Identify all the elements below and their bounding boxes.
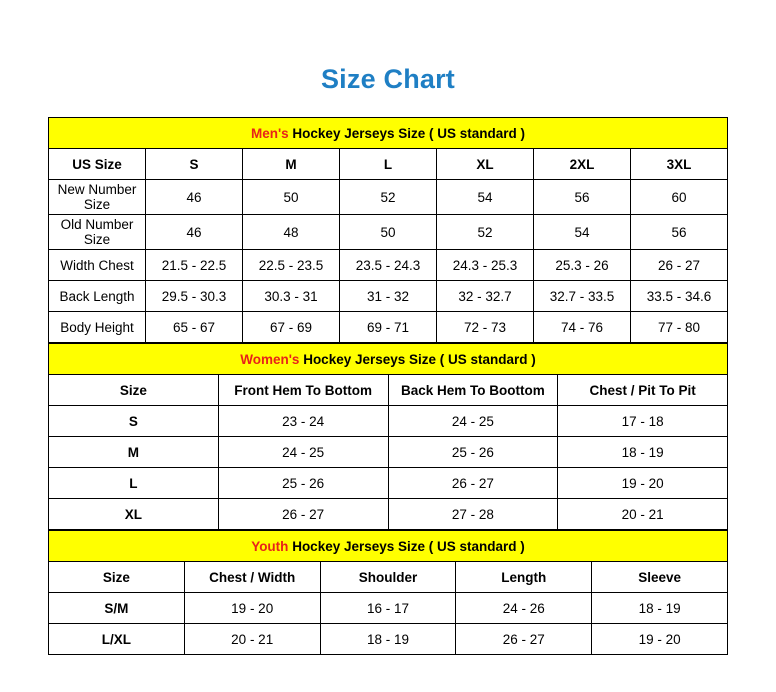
mens-header-cell-1: S (146, 149, 243, 180)
mens-row-0-cell-3: 52 (340, 180, 437, 215)
womens-header-cell-0: Size (49, 375, 219, 406)
table-row (49, 312, 728, 343)
mens-row-4-label: Body Height (49, 312, 146, 343)
youth-header-cell-1: Chest / Width (184, 562, 320, 593)
mens-header-cell-4: XL (437, 149, 534, 180)
mens-row-2-cell-1: 21.5 - 22.5 (146, 250, 243, 281)
youth-row-1-cell-1: 20 - 21 (184, 624, 320, 655)
womens-row-1-cell-2: 25 - 26 (388, 437, 558, 468)
mens-row-0-cell-1: 46 (146, 180, 243, 215)
youth-band-title (49, 531, 728, 562)
mens-row-2-label: Width Chest (49, 250, 146, 281)
mens-row-3-cell-5: 32.7 - 33.5 (534, 281, 631, 312)
mens-header-cell-6: 3XL (631, 149, 728, 180)
mens-band-accent: Men's (250, 125, 289, 141)
mens-row-1-label: Old Number Size (49, 215, 146, 250)
youth-header-cell-4: Sleeve (592, 562, 728, 593)
mens-row-0-cell-6: 60 (631, 180, 728, 215)
page-title: Size Chart (320, 64, 456, 94)
table-row (49, 499, 728, 530)
size-chart-container (48, 117, 728, 655)
mens-row-1-cell-5: 54 (534, 215, 631, 250)
womens-row-1-cell-3: 18 - 19 (558, 437, 728, 468)
table-row (49, 250, 728, 281)
mens-row-3-cell-1: 29.5 - 30.3 (146, 281, 243, 312)
youth-row-1-cell-2: 18 - 19 (320, 624, 456, 655)
youth-row-1-cell-4: 19 - 20 (592, 624, 728, 655)
youth-row-1-label: L/XL (49, 624, 185, 655)
mens-band-rest: Hockey Jerseys Size ( US standard ) (288, 125, 526, 141)
table-header-row (49, 375, 728, 406)
womens-row-2-cell-3: 19 - 20 (558, 468, 728, 499)
youth-row-0-cell-1: 19 - 20 (184, 593, 320, 624)
table-header-row (49, 149, 728, 180)
youth-row-1-cell-3: 26 - 27 (456, 624, 592, 655)
womens-header-cell-1: Front Hem To Bottom (218, 375, 388, 406)
mens-row-4-cell-5: 74 - 76 (534, 312, 631, 343)
mens-row-4-cell-4: 72 - 73 (437, 312, 534, 343)
mens-row-4-cell-3: 69 - 71 (340, 312, 437, 343)
womens-row-2-cell-1: 25 - 26 (218, 468, 388, 499)
womens-row-0-cell-1: 23 - 24 (218, 406, 388, 437)
mens-row-3-cell-4: 32 - 32.7 (437, 281, 534, 312)
youth-header-cell-3: Length (456, 562, 592, 593)
table-row (49, 180, 728, 215)
mens-row-0-cell-4: 54 (437, 180, 534, 215)
table-row (49, 281, 728, 312)
table-row (49, 406, 728, 437)
youth-row-0-cell-4: 18 - 19 (592, 593, 728, 624)
youth-row-0-cell-3: 24 - 26 (456, 593, 592, 624)
table-row (49, 593, 728, 624)
mens-row-4-cell-2: 67 - 69 (243, 312, 340, 343)
womens-row-2-cell-2: 26 - 27 (388, 468, 558, 499)
mens-row-0-cell-2: 50 (243, 180, 340, 215)
mens-row-2-cell-6: 26 - 27 (631, 250, 728, 281)
mens-row-3-cell-3: 31 - 32 (340, 281, 437, 312)
mens-row-2-cell-4: 24.3 - 25.3 (437, 250, 534, 281)
mens-row-1-cell-6: 56 (631, 215, 728, 250)
womens-row-1-label: M (49, 437, 219, 468)
table-row (49, 468, 728, 499)
youth-size-table (48, 530, 728, 655)
youth-header-cell-2: Shoulder (320, 562, 456, 593)
mens-row-3-cell-6: 33.5 - 34.6 (631, 281, 728, 312)
mens-row-1-cell-3: 50 (340, 215, 437, 250)
table-row (49, 624, 728, 655)
womens-row-0-cell-2: 24 - 25 (388, 406, 558, 437)
womens-row-0-cell-3: 17 - 18 (558, 406, 728, 437)
womens-header-cell-3: Chest / Pit To Pit (558, 375, 728, 406)
table-band-row (49, 118, 728, 149)
table-band-row (49, 531, 728, 562)
womens-band-rest: Hockey Jerseys Size ( US standard ) (299, 351, 536, 367)
mens-row-4-cell-1: 65 - 67 (146, 312, 243, 343)
womens-header-cell-2: Back Hem To Boottom (388, 375, 558, 406)
mens-row-0-label: New Number Size (49, 180, 146, 215)
womens-row-3-cell-3: 20 - 21 (558, 499, 728, 530)
womens-band-accent: Women's (240, 351, 300, 367)
womens-row-0-label: S (49, 406, 219, 437)
mens-row-1-cell-4: 52 (437, 215, 534, 250)
womens-size-table (48, 343, 728, 530)
table-band-row (49, 344, 728, 375)
mens-row-1-cell-1: 46 (146, 215, 243, 250)
womens-row-3-cell-2: 27 - 28 (388, 499, 558, 530)
table-row (49, 215, 728, 250)
mens-header-cell-0: US Size (49, 149, 146, 180)
mens-row-3-cell-2: 30.3 - 31 (243, 281, 340, 312)
mens-band-title (49, 118, 728, 149)
youth-row-0-label: S/M (49, 593, 185, 624)
youth-row-0-cell-2: 16 - 17 (320, 593, 456, 624)
womens-row-3-label: XL (49, 499, 219, 530)
table-header-row (49, 562, 728, 593)
table-row (49, 437, 728, 468)
mens-row-0-cell-5: 56 (534, 180, 631, 215)
youth-band-rest: Hockey Jerseys Size ( US standard ) (288, 538, 525, 554)
youth-header-cell-0: Size (49, 562, 185, 593)
mens-header-cell-5: 2XL (534, 149, 631, 180)
mens-row-3-label: Back Length (49, 281, 146, 312)
womens-band-title (49, 344, 728, 375)
mens-row-2-cell-2: 22.5 - 23.5 (243, 250, 340, 281)
mens-header-cell-2: M (243, 149, 340, 180)
mens-row-2-cell-3: 23.5 - 24.3 (340, 250, 437, 281)
mens-row-2-cell-5: 25.3 - 26 (534, 250, 631, 281)
mens-header-cell-3: L (340, 149, 437, 180)
mens-row-4-cell-6: 77 - 80 (631, 312, 728, 343)
womens-row-1-cell-1: 24 - 25 (218, 437, 388, 468)
womens-row-3-cell-1: 26 - 27 (218, 499, 388, 530)
mens-size-table (48, 117, 728, 343)
womens-row-2-label: L (49, 468, 219, 499)
mens-row-1-cell-2: 48 (243, 215, 340, 250)
youth-band-accent: Youth (251, 538, 289, 554)
